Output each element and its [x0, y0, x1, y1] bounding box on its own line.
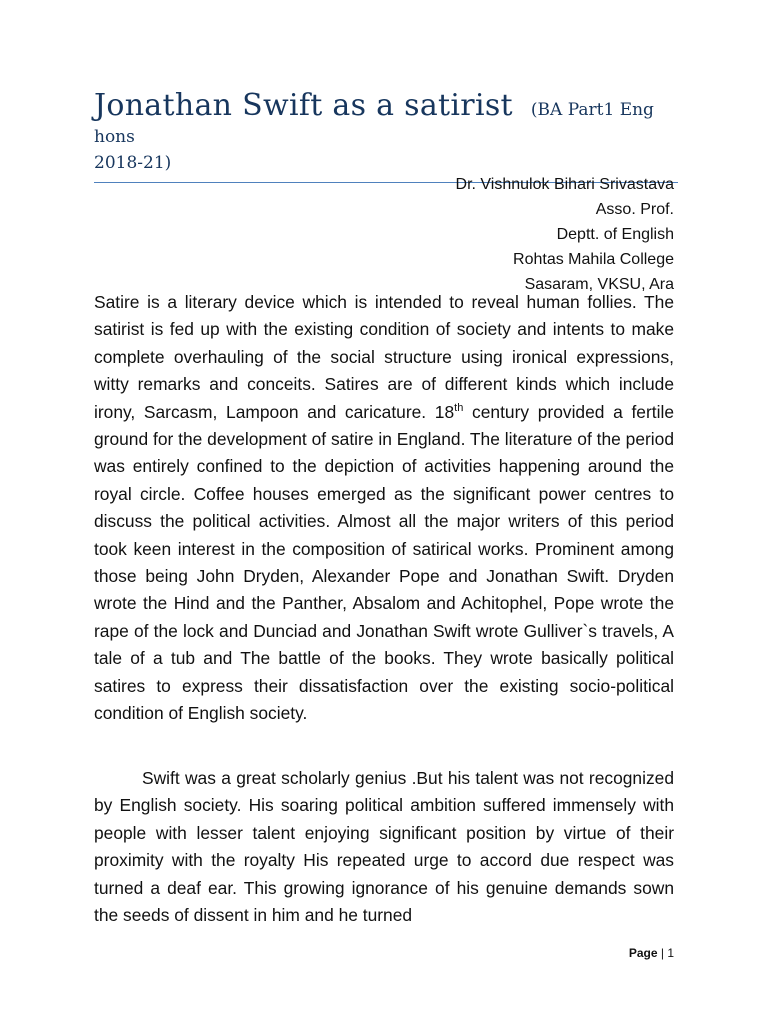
page-footer — [629, 946, 674, 960]
author-block — [456, 172, 674, 297]
author-designation: Asso. Prof. — [595, 201, 674, 218]
page-label: Page — [628, 946, 658, 960]
page-title: Jonathan Swift as a satirist — [94, 88, 513, 123]
author-department: Deptt. of English — [556, 226, 674, 243]
author-name: Dr. Vishnulok Bihari Srivastava — [455, 176, 674, 193]
paragraph-1 — [94, 289, 674, 728]
title-subtitle-part2: 2018-21) — [94, 153, 172, 173]
title-block — [94, 88, 678, 183]
ordinal-superscript: th — [454, 401, 464, 414]
page-separator: | — [660, 946, 664, 960]
author-college: Rohtas Mahila College — [513, 251, 674, 268]
title-subtitle-part1: (BA Part1 Eng hons — [94, 100, 654, 147]
paragraph-1-text-a: Satire is a literary device which is intended to reveal human follies. The satirist is fed up with the existing condition of society and intents to make complete overhauling of the social structure using ironical expressions, witty remarks and conceits. Satires are of different kinds which include irony, Sarcasm, Lampoon and caricature. 18 — [94, 292, 674, 422]
paragraph-1-text-b: century provided a fertile ground for the development of satire in England. The literature of the period was entirely confined to the depiction of activities happening around the royal circle. Coffee houses emerged as the significant power centres to discuss the political activities. Almost all the major writers of this period took keen interest in the composition of satirical works. Prominent among those being John Dryden, Alexander Pope and Jonathan Swift. Dryden wrote the Hind and the Panther, Absalom and Achitophel, Pope wrote the rape of the lock and Dunciad and Jonathan Swift wrote Gulliver`s travels, A tale of a tub and The battle of the books. They wrote basically political satires to express their dissatisfaction over the existing socio-political condition of English society. — [94, 401, 675, 724]
paragraph-2: Swift was a great scholarly genius .But his talent was not recognized by English society. His soaring political ambition suffered immensely with people with lesser talent enjoying significant position by virtue of their proximity with the royalty His repeated urge to accord due respect was turned a deaf ear. This growing ignorance of his genuine demands sown the seeds of dissent in him and he turned — [94, 768, 674, 926]
author-location: Sasaram, VKSU, Ara — [524, 276, 674, 293]
page-number: 1 — [667, 946, 674, 960]
